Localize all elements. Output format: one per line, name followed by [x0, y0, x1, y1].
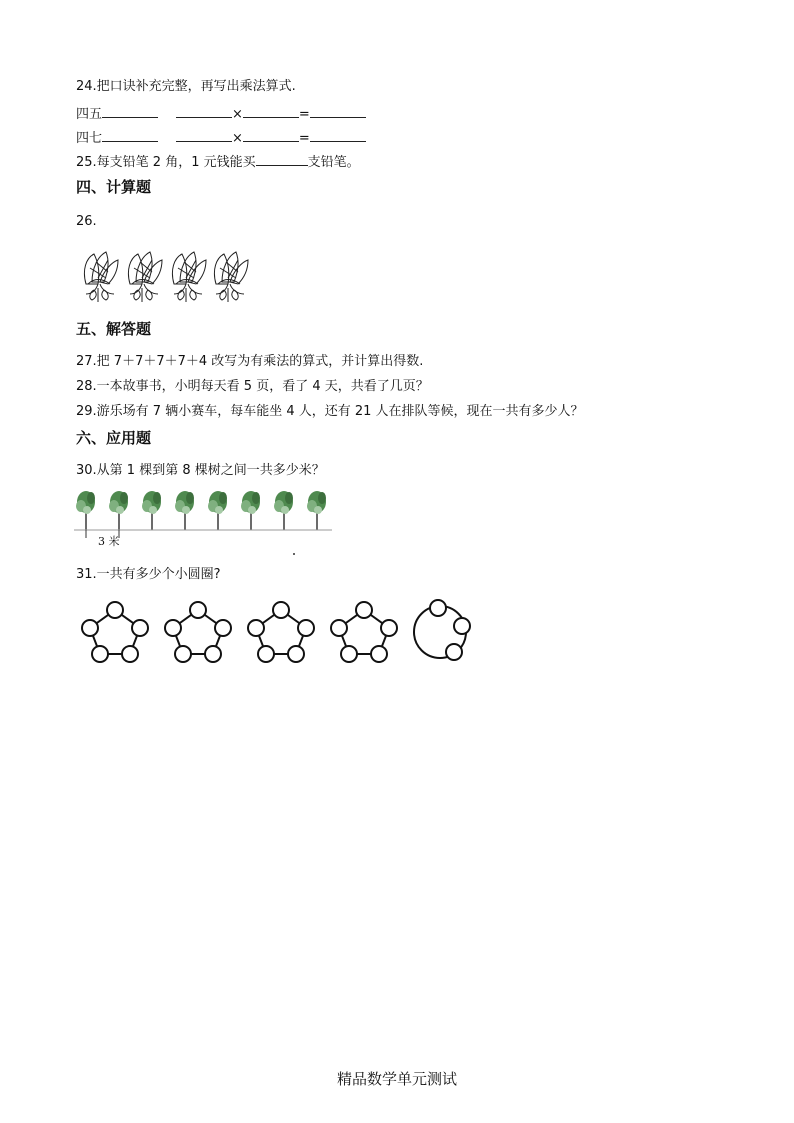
ring-1 [82, 602, 148, 662]
q24-row2-mnemonic-blank [102, 128, 158, 142]
distance-label: 3 米 [98, 535, 120, 548]
q25 [76, 152, 360, 172]
ring-3 [248, 602, 314, 662]
flower-illustration [78, 248, 258, 304]
q25-text-before: 25.每支铅笔 2 角，1 元钱能买 [76, 155, 256, 170]
q24-equals-sign: = [298, 107, 310, 122]
q24-row2-label: 四七 [76, 131, 103, 146]
q24-row1-factor1-blank [176, 104, 232, 118]
q24-row2-factor2-blank [243, 128, 299, 142]
q31-text: 31.一共有多少个小圆圈? [76, 567, 221, 582]
q24-row-1 [76, 104, 366, 124]
q30-text: 30.从第 1 棵到第 8 棵树之间一共多少米？ [76, 463, 325, 478]
q24-times-sign: × [232, 131, 243, 146]
q24-row1-product-blank [310, 104, 366, 118]
q28-text: 28.一本故事书，小明每天看 5 页，看了 4 天，共看了几页？ [76, 379, 429, 394]
q24-row2-product-blank [310, 128, 366, 142]
section-6-title: 六、应用题 [76, 429, 152, 447]
q24-row-2 [76, 128, 366, 148]
q25-answer-blank [256, 152, 308, 166]
q29-text: 29.游乐场有 7 辆小赛车，每车能坐 4 人，还有 21 人在排队等候，现在一共有多少人？ [76, 404, 584, 419]
q24-row1-label: 四五 [76, 107, 103, 122]
q25-text-after: 支铅笔。 [307, 155, 360, 170]
section-4-title: 四、计算题 [76, 178, 152, 196]
section-5-title: 五、解答题 [76, 320, 152, 338]
q24-prompt: 24.把口诀补充完整，再写出乘法算式. [76, 79, 296, 94]
footer-text: 精品数学单元测试 [336, 1070, 457, 1088]
circle-rings-illustration [78, 596, 474, 666]
ring-5 [414, 600, 470, 660]
q24-row1-mnemonic-blank [102, 104, 158, 118]
q24-equals-sign: = [298, 131, 310, 146]
q26-number: 26. [76, 214, 97, 229]
ring-2 [165, 602, 231, 662]
q24-times-sign: × [232, 107, 243, 122]
q24-row1-factor2-blank [243, 104, 299, 118]
q24-row2-factor1-blank [176, 128, 232, 142]
q27-text: 27.把 7＋7＋7＋7＋4 改写为有乘法的算式，并计算出得数. [76, 354, 424, 369]
ring-4 [331, 602, 397, 662]
